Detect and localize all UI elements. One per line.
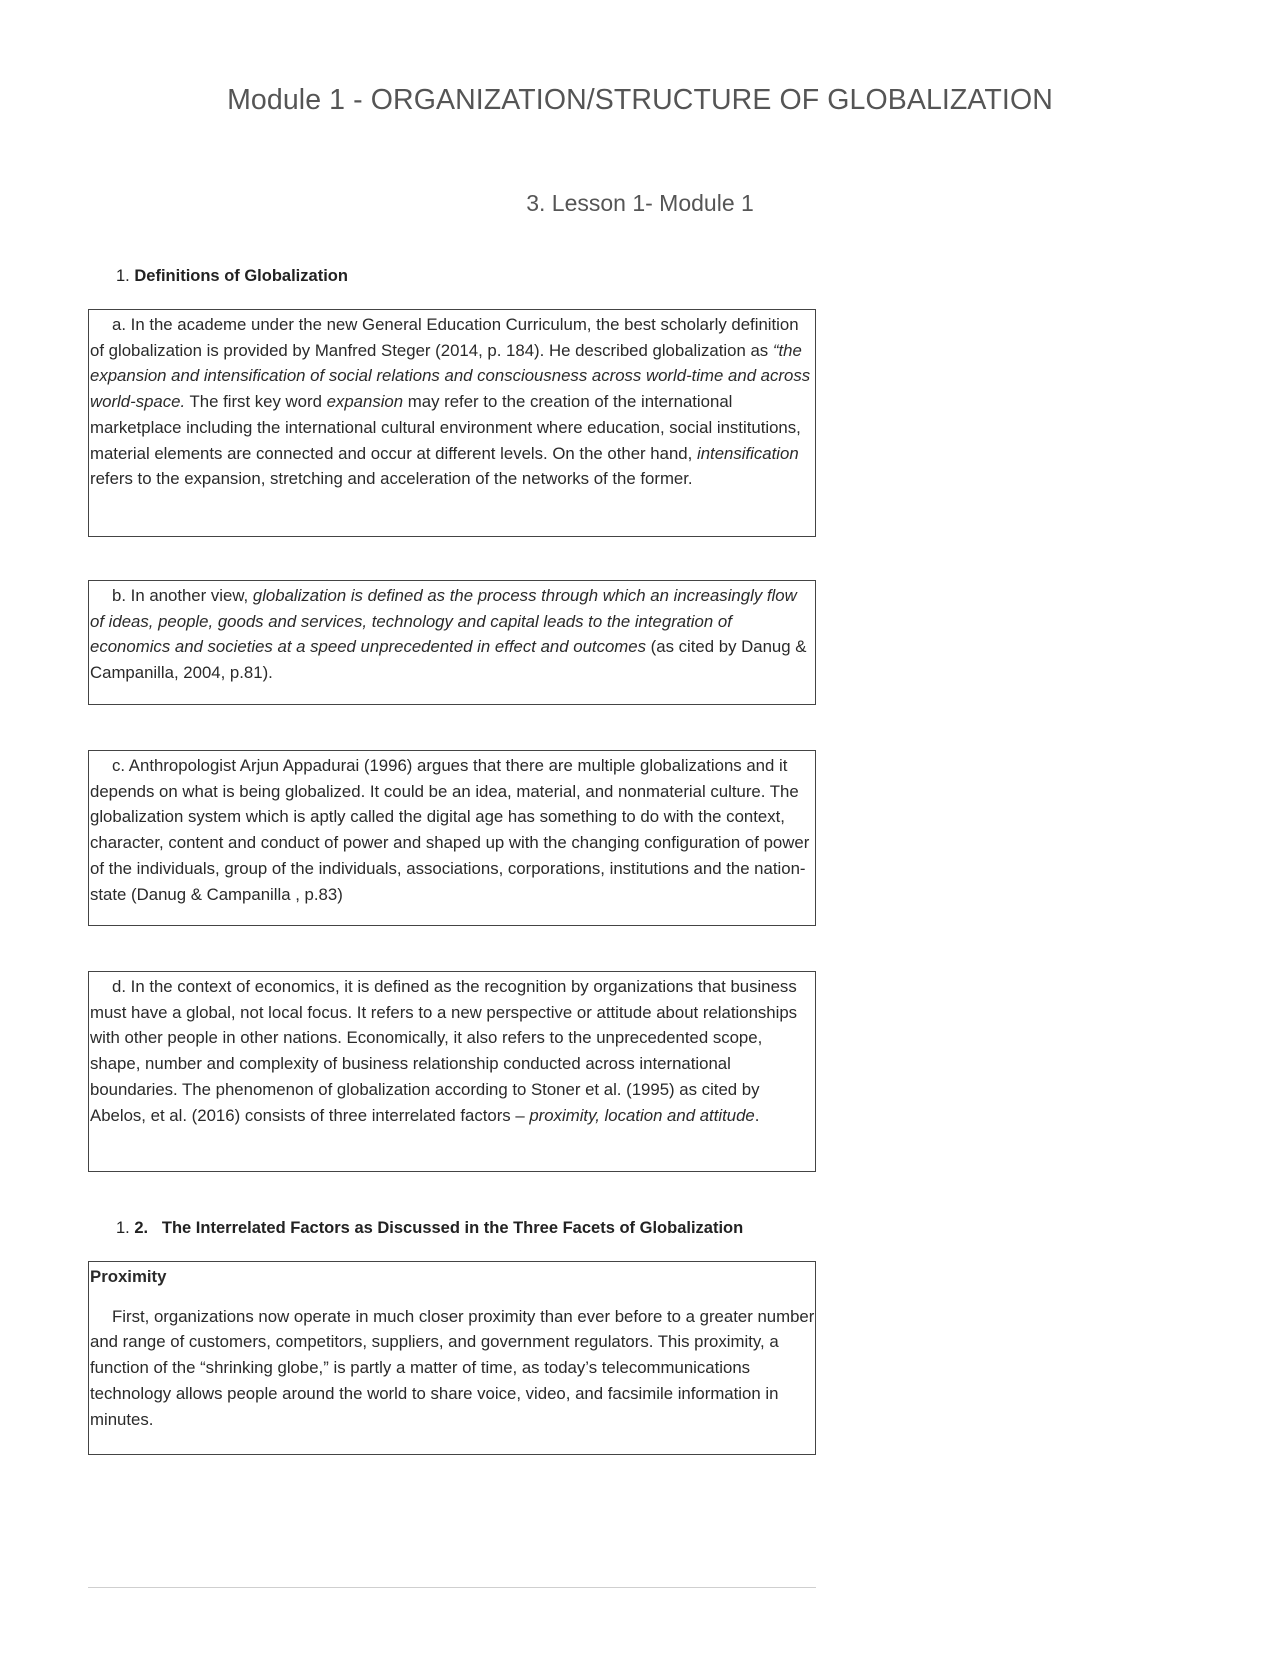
proximity-box (88, 1261, 816, 1455)
section-heading-interrelated-factors (116, 1219, 743, 1238)
section-heading-text: Definitions of Globalization (134, 267, 348, 285)
lesson-title: 3. Lesson 1- Module 1 (526, 190, 754, 216)
footer-divider (88, 1587, 816, 1588)
proximity-text: First, organizations now operate in much closer proximity than ever before to a greater number and range of customers, competitors, suppliers, and government regulators. This proximity, a function of the “shrinking globe,” is partly a matter of time, as today’s telecommunications technology allows people around the world to share voice, video, and facsimile information in minutes. (90, 1306, 815, 1429)
definition-box-b (88, 580, 816, 705)
section-number: 1. (116, 267, 130, 285)
subsection-number: 2. (134, 1219, 149, 1237)
definition-box-a (88, 309, 816, 537)
definition-c-text: c. Anthropologist Arjun Appadurai (1996) argues that there are multiple globalizations and it depends on what is being globalized. It could be an idea, material, and nonmaterial culture. The globalization system which is aptly called the digital age has something to do with the context, character, content and conduct of power and shaped up with the changing configuration of power of the individuals, group of the individuals, associations, corporations, institutions and the nation-state (Danug & Campanilla , p.83) (90, 756, 810, 904)
definition-d-text: d. In the context of economics, it is defined as the recognition by organizations that business must have a global, not local focus. It refers to a new perspective or attitude about relationships with other people in other nations. Economically, it also refers to the unprecedented scope, shape, number and complexity of business relationship conducted across international boundaries. The phenomenon of globalization according to Stoner et al. (1995) as cited by Abelos, et al. (2016) consists of three interrelated factors – proximity, location and attitude. (90, 977, 798, 1125)
section-heading-text: The Interrelated Factors as Discussed in the Three Facets of Globalization (161, 1219, 744, 1237)
proximity-label: Proximity (90, 1267, 167, 1286)
definition-box-c (88, 750, 816, 926)
section-number: 1. (116, 1219, 130, 1237)
section-heading-definitions (116, 267, 348, 286)
definition-box-d (88, 971, 816, 1172)
page-title: Module 1 - ORGANIZATION/STRUCTURE OF GLOBALIZATION (227, 84, 1053, 116)
definition-b-text: b. In another view, globalization is defined as the process through which an increasingly flow of ideas, people, goods and services, technology and capital leads to the integration of economics and societies at a speed unprecedented in effect and outcomes (as cited by Danug & Campanilla, 2004, p.81). (90, 586, 807, 683)
definition-a-text: a. In the academe under the new General Education Curriculum, the best scholarly definition of globalization is provided by Manfred Steger (2014, p. 184). He described globalization as “the expansion and intensification of social relations and consciousness across world-time and across world-space. The first key word expansion may refer to the creation of the international marketplace including the international cultural environment where education, social institutions, material elements are connected and occur at different levels. On the other hand, intensification refers to the expansion, stretching and acceleration of the networks of the former. (90, 315, 811, 489)
